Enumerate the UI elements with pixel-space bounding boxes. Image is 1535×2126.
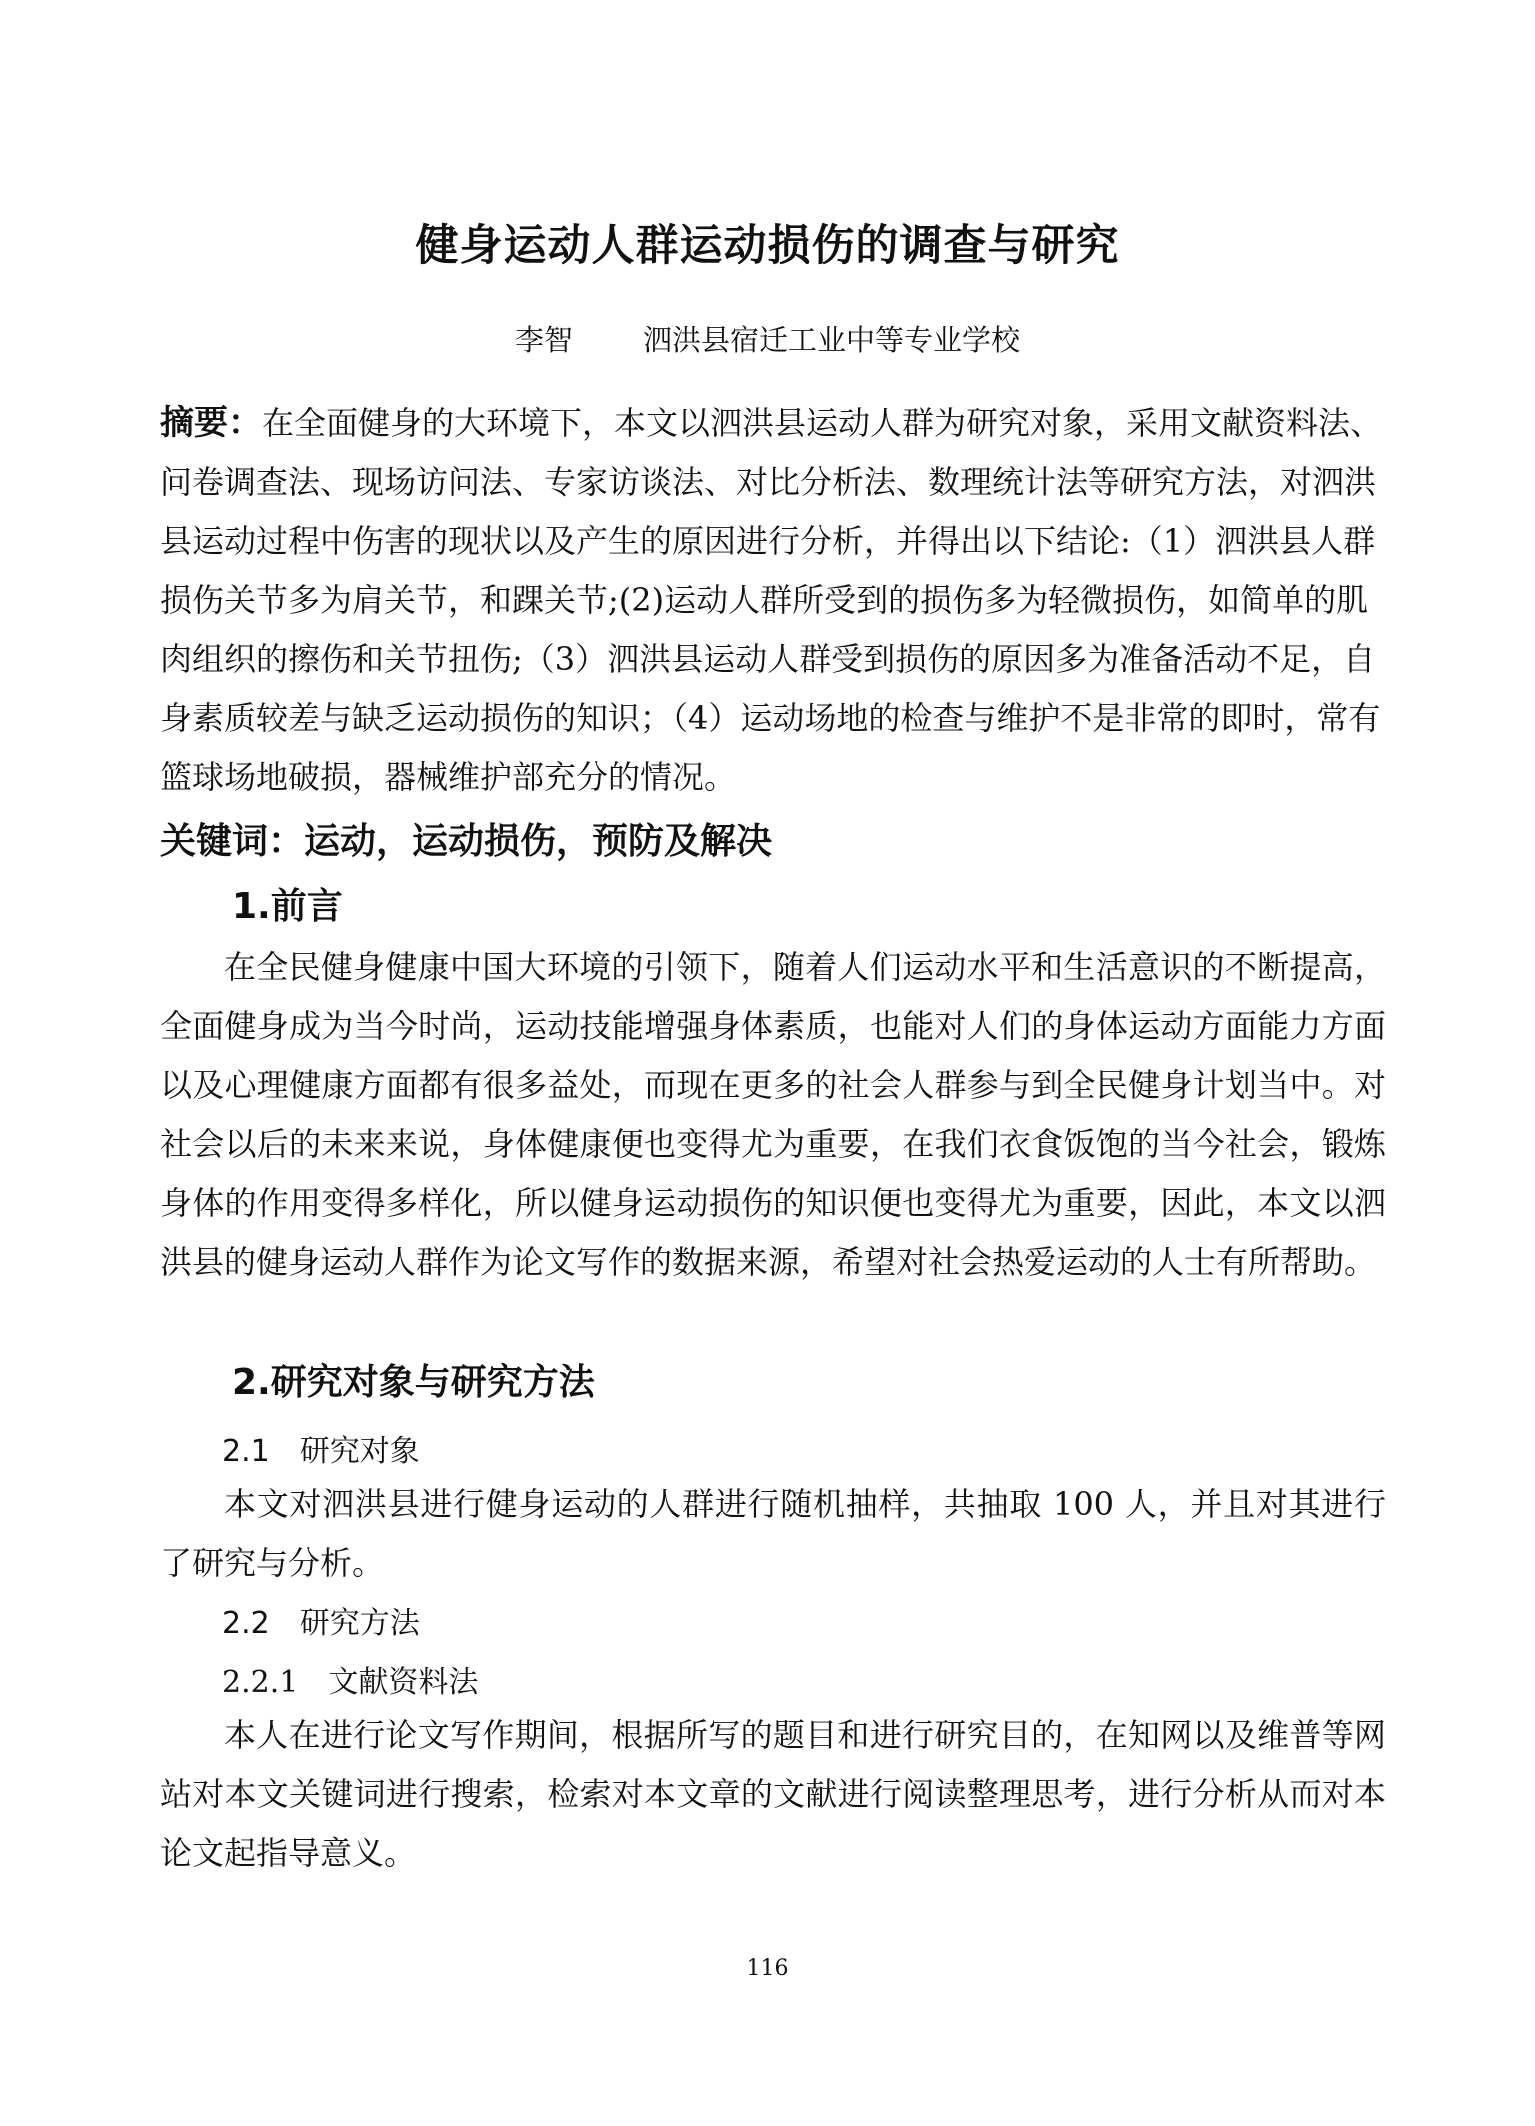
abstract [160, 394, 1386, 807]
section-2-heading: 2.研究对象与研究方法 [232, 1362, 595, 1403]
section-2-2-1-paragraph: 本人在进行论文写作期间，根据所写的题目和进行研究目的，在知网以及维普等网站对本文关键词进行搜索，检索对本文章的文献进行阅读整理思考，进行分析从而对本论文起指导意义。 [160, 1716, 1386, 1872]
section-2-1-paragraph: 本文对泗洪县进行健身运动的人群进行随机抽样，共抽取 100 人，并且对其进行了研究与分析。 [160, 1485, 1386, 1582]
abstract-text: 在全面健身的大环境下，本文以泗洪县运动人群为研究对象，采用文献资料法、问卷调查法、现场访问法、专家访谈法、对比分析法、数理统计法等研究方法，对泗洪县运动过程中伤害的现状以及产生的原因进行分析，并得出以下结论:（1）泗洪县人群损伤关节多为肩关节，和踝关节;(2)运动人群所受到的损伤多为轻微损伤，如简单的肌肉组织的擦伤和关节扭伤;（3）泗洪县运动人群受到损伤的原因多为准备活动不足，自身素质较差与缺乏运动损伤的知识；（4）运动场地的检查与维护不是非常的即时，常有篮球场地破损，器械维护部充分的情况。 [160, 404, 1383, 796]
page-number: 116 [746, 1956, 789, 1981]
keywords: 关键词：运动，运动损伤，预防及解决 [160, 821, 773, 862]
section-2-2-1-heading: 2.2.1 文献资料法 [222, 1665, 479, 1700]
section-2-1-heading: 2.1 研究对象 [222, 1434, 420, 1469]
byline [0, 318, 1535, 359]
section-1-paragraph: 在全民健身健康中国大环境的引领下，随着人们运动水平和生活意识的不断提高，全面健身成为当今时尚，运动技能增强身体素质，也能对人们的身体运动方面能力方面以及心理健康方面都有很多益处，而现在更多的社会人群参与到全民健身计划当中。对社会以后的未来来说，身体健康便也变得尤为重要，在我们衣食饭饱的当今社会，锻炼身体的作用变得多样化，所以健身运动损伤的知识便也变得尤为重要，因此，本文以泗洪县的健身运动人群作为论文写作的数据来源，希望对社会热爱运动的人士有所帮助。 [160, 948, 1386, 1281]
author-affiliation: 泗洪县宿迁工业中等专业学校 [643, 323, 1021, 357]
paper-title: 健身运动人群运动损伤的调查与研究 [415, 221, 1120, 271]
author-name: 李智 [514, 323, 573, 357]
section-1-heading: 1.前言 [232, 886, 343, 927]
abstract-label: 摘要： [160, 403, 262, 443]
section-2-2-heading: 2.2 研究方法 [222, 1606, 420, 1641]
